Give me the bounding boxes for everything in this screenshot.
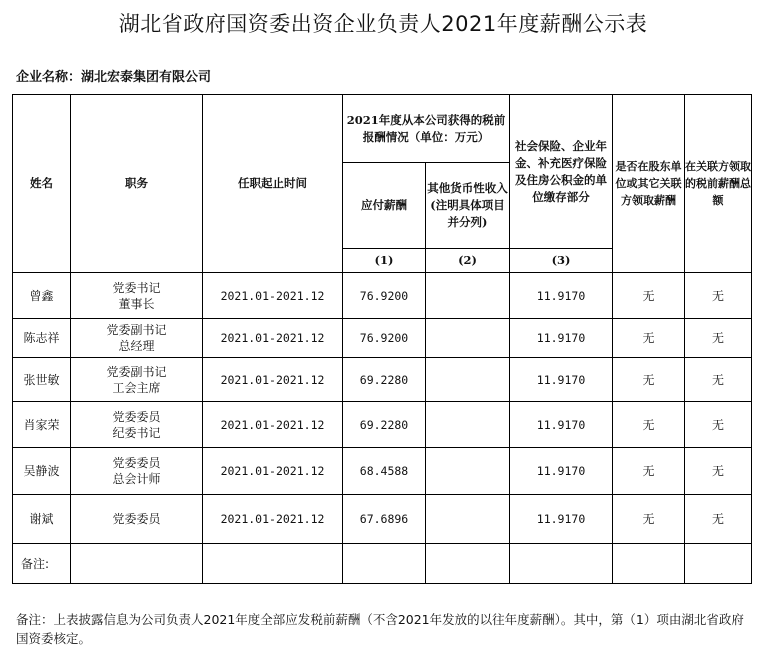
cell-related: 无 <box>685 495 752 544</box>
cell-salary: 76.9200 <box>343 319 426 358</box>
remarks-cell <box>343 544 426 584</box>
header-col-3: (3) <box>510 249 613 273</box>
cell-name: 张世敏 <box>13 358 71 402</box>
position-line: 纪委书记 <box>112 425 161 440</box>
table-row <box>13 402 752 448</box>
table-row <box>13 358 752 402</box>
position-line: 党委委员 <box>112 409 161 424</box>
cell-related: 无 <box>685 319 752 358</box>
cell-name: 陈志祥 <box>13 319 71 358</box>
cell-name: 曾鑫 <box>13 273 71 319</box>
position-line: 总经理 <box>118 339 155 353</box>
position-line: 董事长 <box>118 296 155 311</box>
footnote: 备注：上表披露信息为公司负责人2021年度全部应发税前薪酬（不含2021年发放的以往年度薪酬）。其中，第（1）项由湖北省政府国资委核定。 <box>16 612 744 646</box>
cell-name: 谢斌 <box>13 495 71 544</box>
cell-position <box>71 273 203 319</box>
header-position: 职务 <box>71 95 203 273</box>
cell-term: 2021.01-2021.12 <box>203 495 343 544</box>
cell-name: 吴静波 <box>13 448 71 495</box>
cell-position <box>71 495 203 544</box>
remarks-cell <box>685 544 752 584</box>
cell-shareholder: 无 <box>613 448 685 495</box>
cell-salary: 76.9200 <box>343 273 426 319</box>
cell-social: 11.9170 <box>510 448 613 495</box>
position-line: 工会主席 <box>112 380 161 395</box>
cell-term: 2021.01-2021.12 <box>203 273 343 319</box>
cell-related: 无 <box>685 358 752 402</box>
cell-related: 无 <box>685 402 752 448</box>
cell-salary: 69.2280 <box>343 358 426 402</box>
company-name: 企业名称：湖北宏泰集团有限公司 <box>16 70 212 85</box>
header-other-monetary: 其他货币性收入(注明具体项目并分列) <box>426 163 510 249</box>
cell-related: 无 <box>685 448 752 495</box>
cell-related: 无 <box>685 273 752 319</box>
position-line: 党委书记 <box>112 280 161 295</box>
cell-social: 11.9170 <box>510 273 613 319</box>
cell-name: 肖家荣 <box>13 402 71 448</box>
table-row <box>13 273 752 319</box>
cell-salary: 67.6896 <box>343 495 426 544</box>
cell-shareholder: 无 <box>613 495 685 544</box>
position-line: 党委副书记 <box>106 364 167 379</box>
remarks-label: 备注: <box>13 544 71 584</box>
cell-position <box>71 358 203 402</box>
position-line: 总会计师 <box>112 472 161 486</box>
cell-social: 11.9170 <box>510 495 613 544</box>
cell-shareholder: 无 <box>613 402 685 448</box>
cell-other <box>426 319 510 358</box>
cell-term: 2021.01-2021.12 <box>203 358 343 402</box>
cell-other <box>426 448 510 495</box>
cell-shareholder: 无 <box>613 273 685 319</box>
cell-social: 11.9170 <box>510 358 613 402</box>
cell-other <box>426 402 510 448</box>
cell-other <box>426 358 510 402</box>
header-term: 任职起止时间 <box>203 95 343 273</box>
salary-table <box>12 94 752 584</box>
remarks-cell <box>510 544 613 584</box>
remarks-cell <box>613 544 685 584</box>
table-row <box>13 495 752 544</box>
header-related-party-total: 在关联方领取的税前薪酬总额 <box>685 95 752 273</box>
cell-other <box>426 273 510 319</box>
cell-position <box>71 402 203 448</box>
header-pre-tax-group: 2021年度从本公司获得的税前报酬情况（单位：万元） <box>343 95 510 163</box>
position-line: 党委委员 <box>112 456 161 470</box>
table-row <box>13 448 752 495</box>
cell-other <box>426 495 510 544</box>
header-col-2: (2) <box>426 249 510 273</box>
cell-shareholder: 无 <box>613 319 685 358</box>
header-salary-payable: 应付薪酬 <box>343 163 426 249</box>
cell-social: 11.9170 <box>510 402 613 448</box>
remarks-row <box>13 544 752 584</box>
header-social-insurance: 社会保险、企业年金、补充医疗保险及住房公积金的单位缴存部分 <box>510 95 613 249</box>
cell-term: 2021.01-2021.12 <box>203 402 343 448</box>
remarks-cell <box>203 544 343 584</box>
page-title: 湖北省政府国资委出资企业负责人2021年度薪酬公示表 <box>118 12 648 36</box>
header-shareholder-paid: 是否在股东单位或其它关联方领取薪酬 <box>613 95 685 273</box>
cell-salary: 68.4588 <box>343 448 426 495</box>
remarks-cell <box>71 544 203 584</box>
cell-term: 2021.01-2021.12 <box>203 448 343 495</box>
header-col-1: (1) <box>343 249 426 273</box>
cell-social: 11.9170 <box>510 319 613 358</box>
cell-salary: 69.2280 <box>343 402 426 448</box>
cell-position <box>71 319 203 358</box>
cell-position <box>71 448 203 495</box>
position-line: 党委委员 <box>112 512 161 526</box>
cell-term: 2021.01-2021.12 <box>203 319 343 358</box>
remarks-cell <box>426 544 510 584</box>
table-row <box>13 319 752 358</box>
position-line: 党委副书记 <box>106 323 167 337</box>
header-name: 姓名 <box>13 95 71 273</box>
cell-shareholder: 无 <box>613 358 685 402</box>
